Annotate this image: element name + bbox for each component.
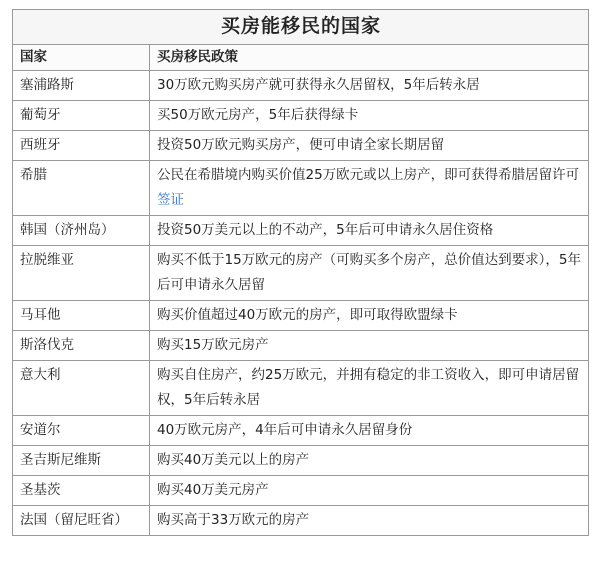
- country-cell: 斯洛伐克: [13, 331, 150, 361]
- table-row: [13, 446, 589, 476]
- policy-cell: 购买价值超过40万欧元的房产，即可取得欧盟绿卡: [150, 301, 589, 331]
- policy-cell: 投资50万美元以上的不动产，5年后可申请永久居住资格: [150, 216, 589, 246]
- table-row: [13, 216, 589, 246]
- country-cell: 希腊: [13, 161, 150, 216]
- table-row: [13, 246, 589, 301]
- policy-cell: 购买15万欧元房产: [150, 331, 589, 361]
- immigration-policy-table: [12, 9, 589, 536]
- country-cell: 安道尔: [13, 416, 150, 446]
- country-cell: 法国（留尼旺省）: [13, 506, 150, 536]
- policy-cell: 购买不低于15万欧元的房产（可购买多个房产，总价值达到要求），5年后可申请永久居留: [150, 246, 589, 301]
- policy-cell: 投资50万欧元购买房产，便可申请全家长期居留: [150, 131, 589, 161]
- country-cell: 韩国（济州岛）: [13, 216, 150, 246]
- table-row: [13, 101, 589, 131]
- country-cell: 西班牙: [13, 131, 150, 161]
- visa-link[interactable]: 签证: [157, 192, 184, 208]
- country-cell: 圣吉斯尼维斯: [13, 446, 150, 476]
- policy-cell: 购买40万美元以上的房产: [150, 446, 589, 476]
- policy-cell: 40万欧元房产，4年后可申请永久居留身份: [150, 416, 589, 446]
- country-cell: 圣基茨: [13, 476, 150, 506]
- table-row: [13, 71, 589, 101]
- table-row: [13, 331, 589, 361]
- policy-cell: 30万欧元购买房产就可获得永久居留权，5年后转永居: [150, 71, 589, 101]
- column-header-country: 国家: [13, 45, 150, 71]
- table-row: [13, 161, 589, 216]
- country-cell: 塞浦路斯: [13, 71, 150, 101]
- table-row: [13, 301, 589, 331]
- table-row: [13, 506, 589, 536]
- policy-cell: 购买40万美元房产: [150, 476, 589, 506]
- table-row: [13, 361, 589, 416]
- policy-cell: [150, 161, 589, 216]
- table-row: [13, 131, 589, 161]
- country-cell: 马耳他: [13, 301, 150, 331]
- policy-cell: 购买自住房产，约25万欧元，并拥有稳定的非工资收入，即可申请居留权，5年后转永居: [150, 361, 589, 416]
- table-row: [13, 416, 589, 446]
- country-cell: 拉脱维亚: [13, 246, 150, 301]
- country-cell: 葡萄牙: [13, 101, 150, 131]
- table-row: [13, 476, 589, 506]
- policy-text: 公民在希腊境内购买价值25万欧元或以上房产，即可获得希腊居留许可: [157, 167, 580, 183]
- column-header-policy: 买房移民政策: [150, 45, 589, 71]
- country-cell: 意大利: [13, 361, 150, 416]
- table-title: 买房能移民的国家: [13, 10, 589, 45]
- policy-table-container: [12, 9, 588, 536]
- policy-cell: 购买高于33万欧元的房产: [150, 506, 589, 536]
- policy-cell: 买50万欧元房产，5年后获得绿卡: [150, 101, 589, 131]
